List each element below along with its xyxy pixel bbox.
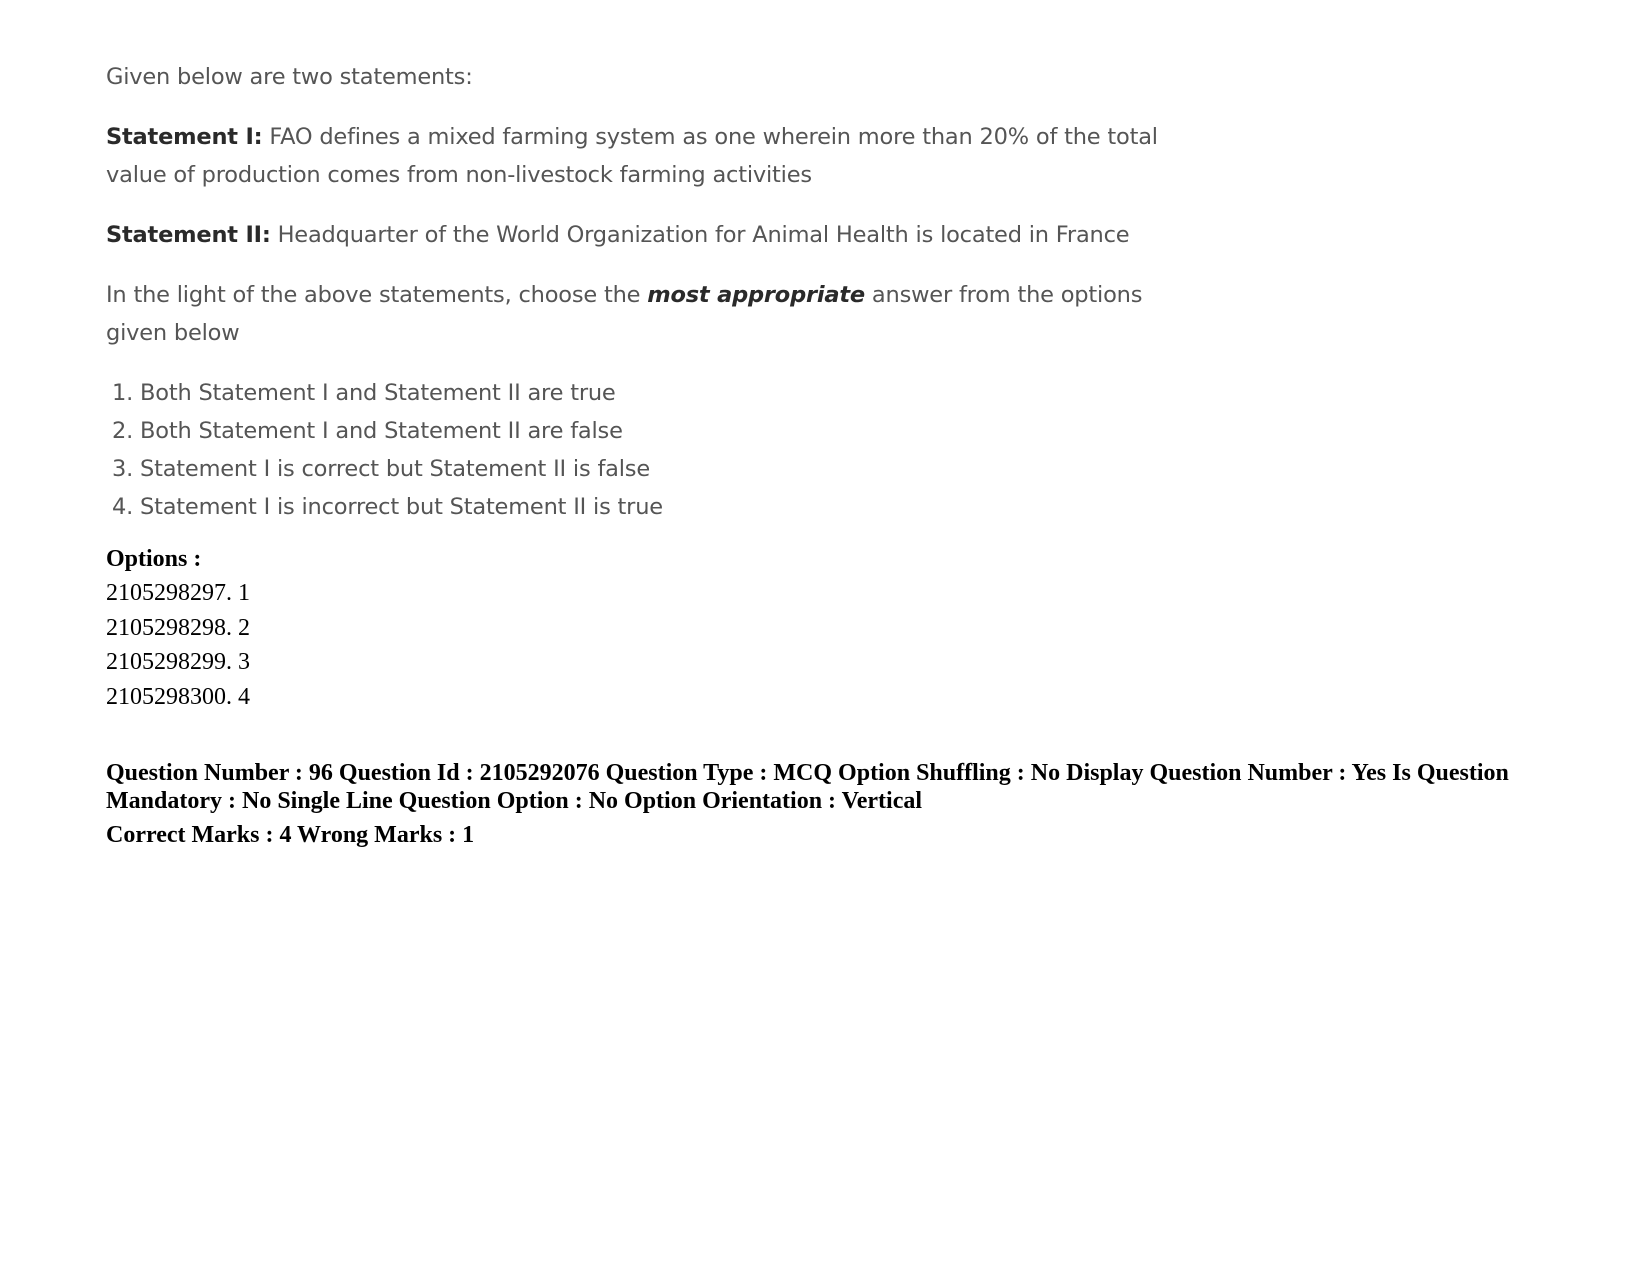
statement-2-label: Statement II:: [106, 222, 271, 248]
option-row: 2105298299. 3: [106, 649, 250, 675]
options-header: Options :: [106, 546, 202, 572]
choice-item: 3. Statement I is correct but Statement II is false: [112, 456, 650, 482]
choice-item: 4. Statement I is incorrect but Statement II is true: [112, 494, 663, 520]
option-row: 2105298298. 2: [106, 614, 250, 641]
question-prompt: [106, 276, 1206, 352]
marks-line: Correct Marks : 4 Wrong Marks : 1: [106, 822, 475, 848]
prompt-emphasis: most appropriate: [647, 282, 865, 308]
question-image: [106, 58, 1206, 526]
statement-1-text: FAO defines a mixed farming system as one wherein more than 20% of the total value of production comes from non-livestock farming activities: [106, 124, 1158, 188]
prompt-after: answer from the options given below: [106, 282, 1143, 346]
choice-list: [106, 374, 1206, 526]
option-row: 2105298297. 1: [106, 580, 250, 606]
options-list: [106, 576, 1606, 714]
choice-item: 2. Both Statement I and Statement II are false: [112, 418, 623, 444]
prompt-before: In the light of the above statements, choose the: [106, 282, 648, 308]
statement-2-text: Headquarter of the World Organization for Animal Health is located in France: [270, 222, 1130, 248]
choice-item: 1. Both Statement I and Statement II are true: [112, 380, 616, 406]
question-intro: Given below are two statements:: [106, 64, 473, 90]
option-row: 2105298300. 4: [106, 683, 250, 710]
statement-1: [106, 118, 1206, 194]
statement-2: [106, 216, 1206, 254]
question-meta: Question Number : 96 Question Id : 2105292076 Question Type : MCQ Option Shuffling : No Display Question Number : Yes Is Question Mandatory : No Single Line Question Option : No Option Orientation : Vertical: [106, 760, 1509, 814]
statement-1-label: Statement I:: [106, 124, 263, 150]
